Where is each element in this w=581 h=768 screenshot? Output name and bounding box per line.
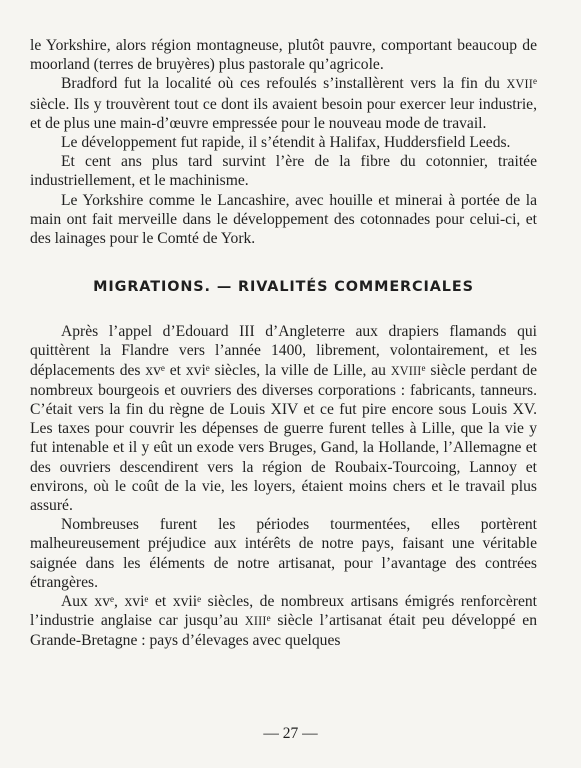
century-numeral: XIII [244,614,267,629]
text-span: siècle perdant de nombreux bourgeois et ouvriers des diverses corporations : fabricants, tanneurs. C’était vers la fin du règne de Louis XIV et ce fut pire encore sous Louis XV. Les taxes pour couvrir les dépenses de guerre furent telles à Lille, que la vie y fut intenable et il y eût un exode vers Bruges, Gand, la Hollande, l’Allemagne et des ouvriers descendirent vers la région de Roubaix-Tourcoing, Lannoy et environs, où le coût de la vie, les loyers, étaient moins chers et le travail plus assuré. [30,361,537,515]
superscript: e [205,362,210,373]
superscript: e [160,362,165,373]
body-text-bottom [30,322,537,650]
superscript: e [197,594,202,605]
section-heading: MIGRATIONS. — RIVALITÉS COMMERCIALES [93,279,474,296]
century-numeral: XVIII [390,363,422,378]
superscript: e [144,594,149,605]
page-content [30,36,537,651]
text-span: siècle. Ils y trouvèrent tout ce dont ils avaient besoin pour exercer leur industrie, et de plus une main-d’œuvre empressée pour le nouveau mode de travail. [30,95,537,132]
paragraph-development: Le développement fut rapide, il s’étendit à Halifax, Huddersfield Leeds. [61,134,511,152]
text-span: Bradford fut la localité où ces refoulés s’installèrent vers la fin du [61,75,507,93]
text-span: siècles, de nombreux artisans émigrés renforcèrent l’industrie anglaise car jusqu’au [30,593,537,630]
paragraph-cotton: Et cent ans plus tard survint l’ère de la fibre du cotonnier, traitée industriellement, et le machinisme. [30,153,537,190]
paragraph-periodes-tourmentees: Nombreuses furent les périodes tourmentées, elles portèrent malheureusement préjudice aux intérêts de notre pays, faisant une véritable saignée dans les éléments de notre artisanat, pour l’avantage des contrées étrangères. [30,516,537,591]
text-span: Après l’appel d’Edouard III d’Angleterre aux drapiers flamands qui quittèrent la Flandre vers l’année 1400, librement, volontairement, et les déplacements des [30,323,537,379]
text-span: , [114,593,125,611]
text-span: et [164,361,186,379]
century-numeral: xv [94,593,111,611]
paragraph-artisans-emigres [30,592,537,651]
century-numeral: xvi [124,593,145,611]
paragraph-yorkshire-intro: le Yorkshire, alors région montagneuse, plutôt pauvre, comportant beaucoup de moorland (terres de bruyères) plus pastorale qu’agricole. [30,37,537,74]
superscript: e [266,613,271,624]
page-number: — 27 — [263,725,318,742]
superscript: e [532,76,537,87]
superscript: e [421,362,426,373]
century-numeral: XVII [506,77,533,92]
text-span: et [148,593,173,611]
paragraph-bradford [30,74,537,133]
text-span: siècles, la ville de Lille, au [209,361,391,379]
body-text-top [30,36,537,248]
century-numeral: xvii [172,593,198,611]
text-span: siècle l’artisanat était peu développé en Grande-Bretagne : pays d’élevages avec quelques [30,612,537,650]
century-numeral: xv [145,361,161,379]
superscript: e [110,594,115,605]
text-span: Aux [61,593,95,611]
century-numeral: xvi [185,361,206,379]
paragraph-lancashire: Le Yorkshire comme le Lancashire, avec houille et minerai à portée de la main ont fait merveille dans le développement des cotonnades pour celui-ci, et des lainages pour le Comté de York. [30,191,537,248]
paragraph-edouard-iii [30,322,537,515]
